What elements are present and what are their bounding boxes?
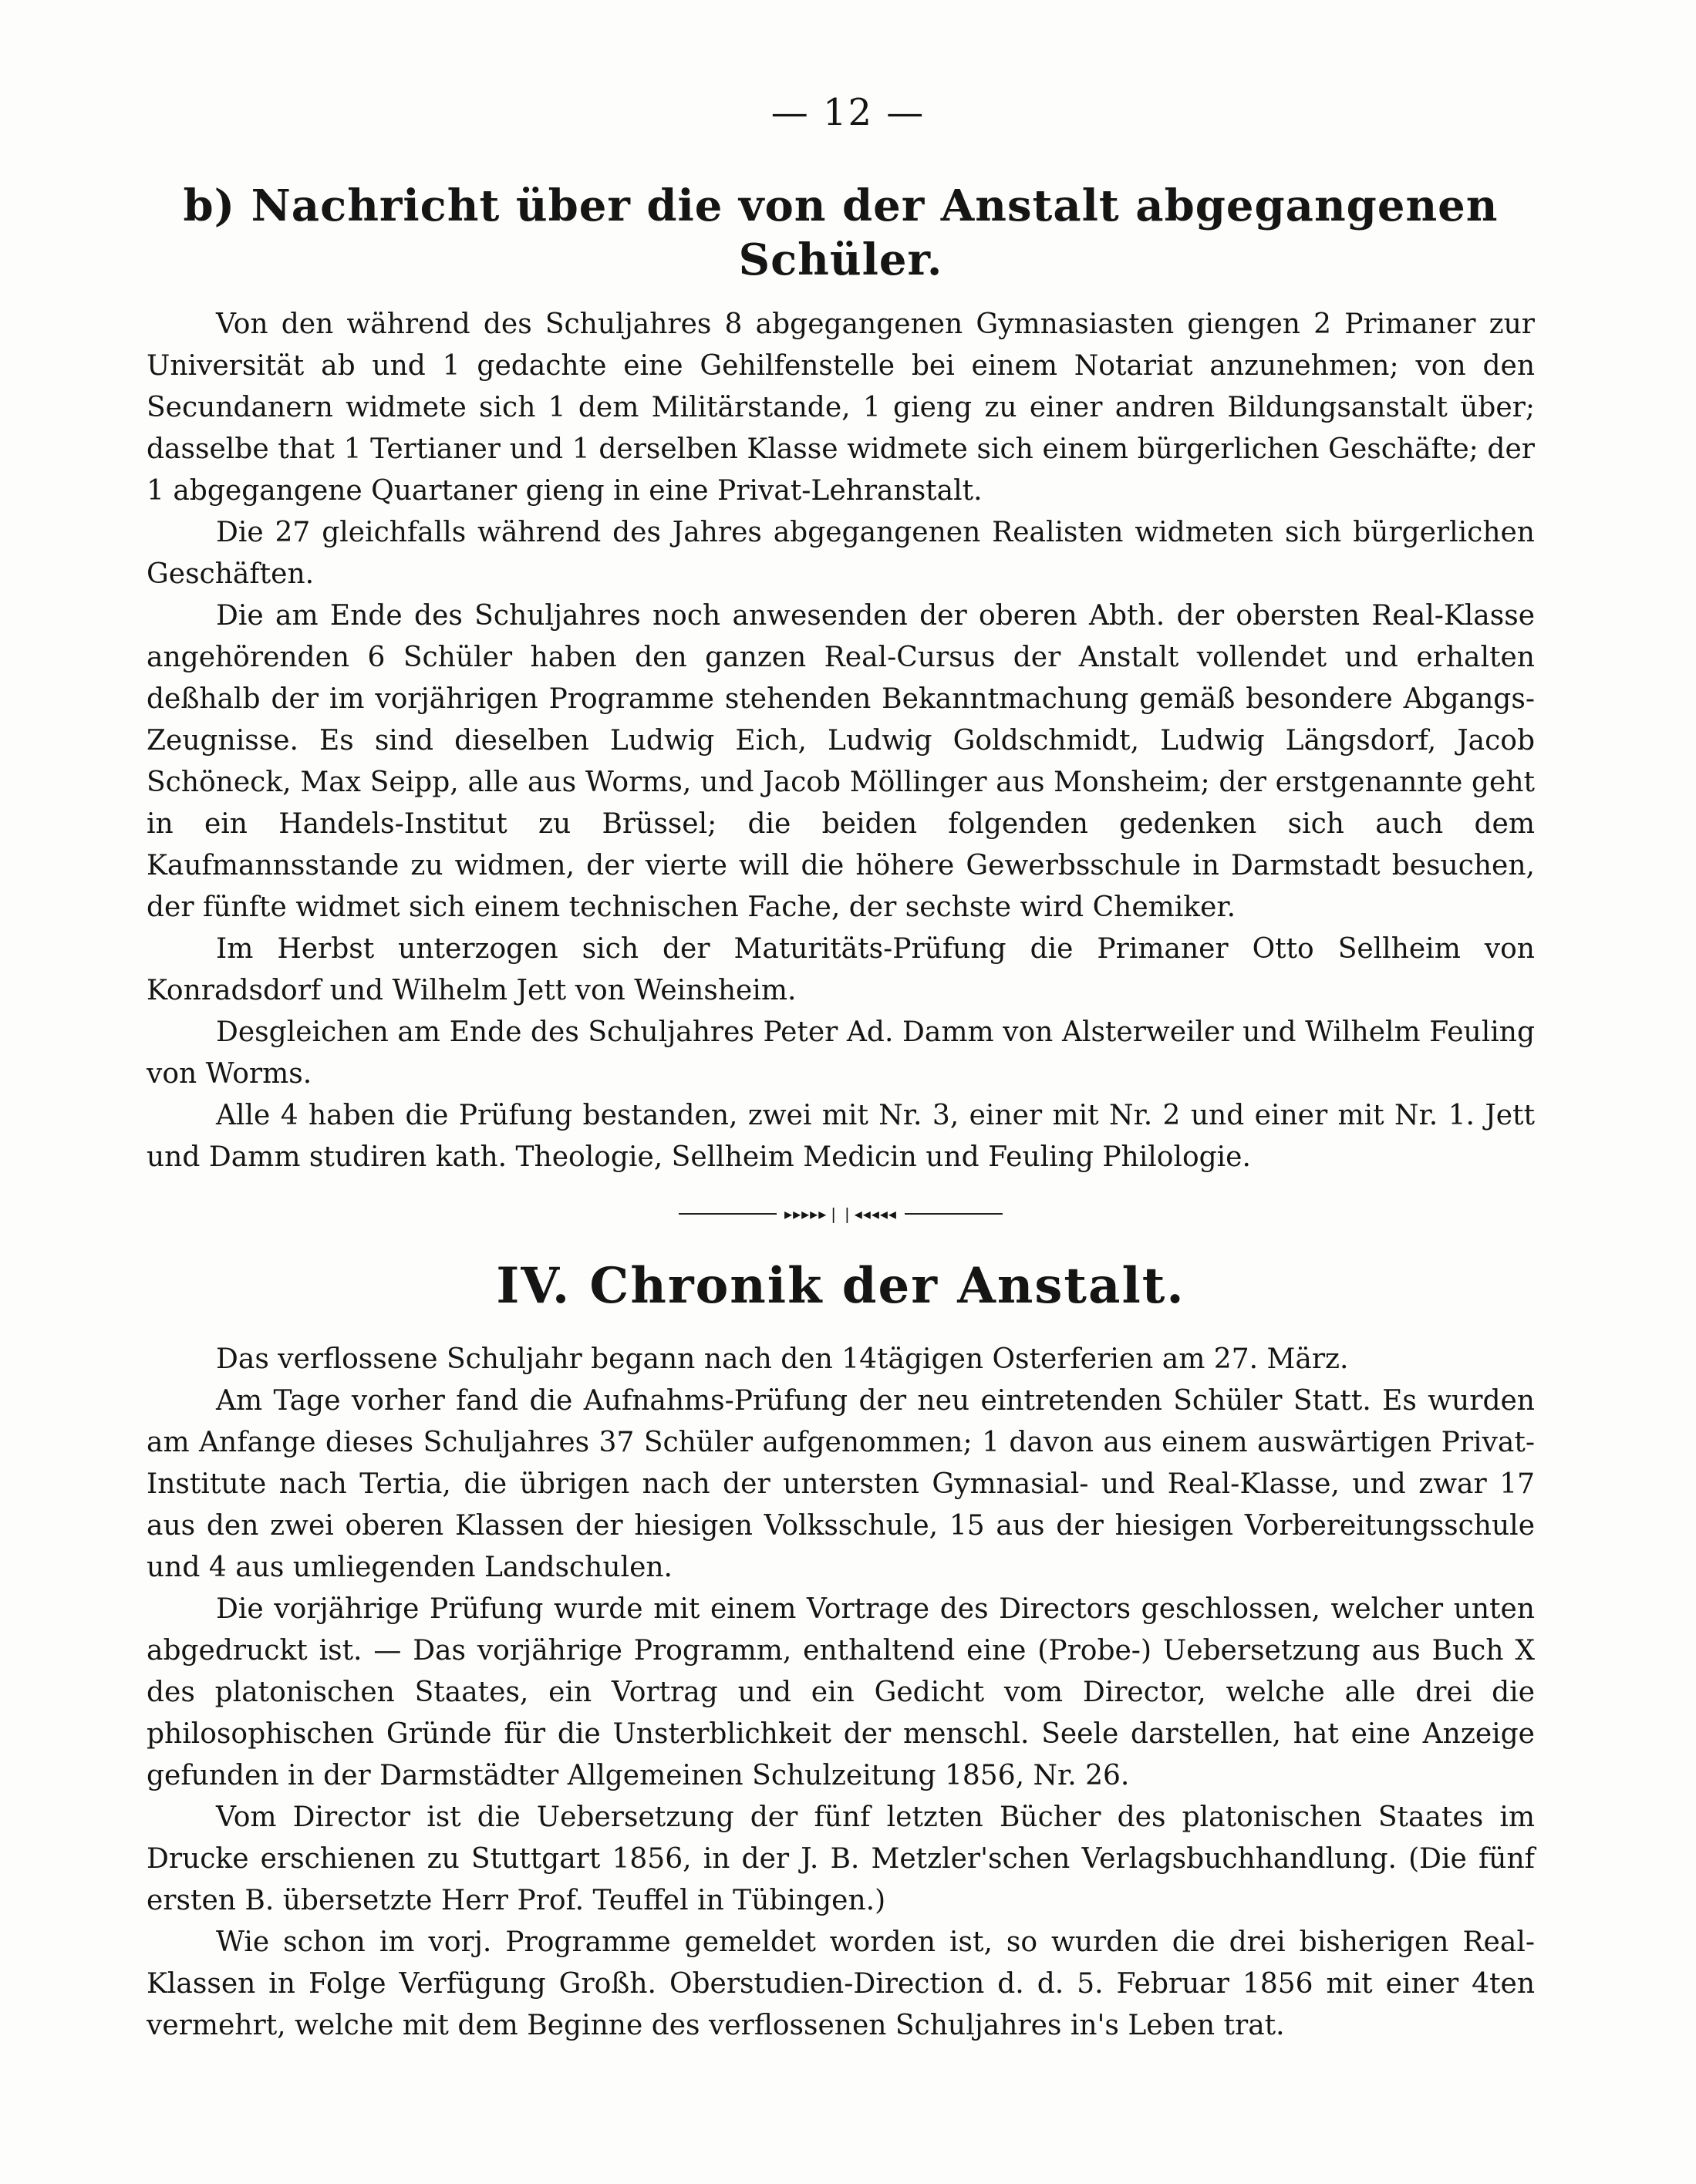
- paragraph: Die 27 gleichfalls während des Jahres abgegangenen Realisten widmeten sich bürgerlichen Geschäften.: [147, 517, 1535, 590]
- paragraph: Von den während des Schuljahres 8 abgegangenen Gymnasiasten giengen 2 Primaner zur Universität ab und 1 gedachte eine Gehilfenstelle bei einem Notariat anzunehmen; von den Secundanern widmete sich 1 dem Militärstande, 1 gieng zu einer andren Bildungsanstalt über; dasselbe that 1 Tertianer und 1 derselben Klasse widmete sich einem bürgerlichen Geschäfte; der 1 abgegangene Quartaner gieng in eine Privat-Lehranstalt.: [147, 308, 1535, 507]
- paragraph: Das verflossene Schuljahr begann nach den 14tägigen Osterferien am 27. März.: [216, 1343, 1349, 1375]
- paragraph: Die vorjährige Prüfung wurde mit einem Vortrage des Directors geschlossen, welcher unten abgedruckt ist. — Das vorjährige Programm, enthaltend eine (Probe-) Uebersetzung aus Buch X des platonischen Staates, ein Vortrag und ein Gedicht vom Director, welche alle drei die philosophischen Gründe für die Unsterblichkeit der menschl. Seele darstellen, hat eine Anzeige gefunden in der Darmstädter Allgemeinen Schulzeitung 1856, Nr. 26.: [147, 1593, 1535, 1791]
- paragraph: Wie schon im vorj. Programme gemeldet worden ist, so wurden die drei bisherigen Real-Klassen in Folge Verfügung Großh. Oberstudien-Direction d. d. 5. Februar 1856 mit einer 4ten vermehrt, welche mit dem Beginne des verflossenen Schuljahres in's Leben trat.: [147, 1926, 1535, 2041]
- paragraph: Desgleichen am Ende des Schuljahres Peter Ad. Damm von Alsterweiler und Wilhelm Feuling von Worms.: [147, 1016, 1535, 1090]
- page-content: [147, 179, 1535, 2047]
- paragraph: Alle 4 haben die Prüfung bestanden, zwei mit Nr. 3, einer mit Nr. 2 und einer mit Nr. 1. Jett und Damm studiren kath. Theologie, Sellheim Medicin und Feuling Philologie.: [147, 1100, 1535, 1173]
- section-heading-departed-students: b) Nachricht über die von der Anstalt abgegangenen Schüler.: [183, 180, 1499, 285]
- section-divider-ornament: [679, 1206, 1003, 1222]
- section-heading-chronicle: IV. Chronik der Anstalt.: [496, 1257, 1185, 1315]
- paragraph: Im Herbst unterzogen sich der Maturitäts-Prüfung die Primaner Otto Sellheim von Konradsdorf und Wilhelm Jett von Weinsheim.: [147, 933, 1535, 1006]
- paragraph: Vom Director ist die Uebersetzung der fünf letzten Bücher des platonischen Staates im Drucke erschienen zu Stuttgart 1856, in der J. B. Metzler'schen Verlagsbuchhandlung. (Die fünf ersten B. übersetzte Herr Prof. Teuffel in Tübingen.): [147, 1801, 1535, 1916]
- paragraph: Am Tage vorher fand die Aufnahms-Prüfung der neu eintretenden Schüler Statt. Es wurden am Anfange dieses Schuljahres 37 Schüler aufgenommen; 1 davon aus einem auswärtigen Privat-Institute nach Tertia, die übrigen nach der untersten Gymnasial- und Real-Klasse, und zwar 17 aus den zwei oberen Klassen der hiesigen Volksschule, 15 aus der hiesigen Vorbereitungsschule und 4 aus umliegenden Landschulen.: [147, 1385, 1535, 1583]
- page-number: — 12 —: [770, 91, 926, 134]
- divider-ornament-icon: ▸▸▸▸▸❘❘◂◂◂◂◂: [777, 1206, 905, 1222]
- paragraph: Die am Ende des Schuljahres noch anwesenden der oberen Abth. der obersten Real-Klasse angehörenden 6 Schüler haben den ganzen Real-Cursus der Anstalt vollendet und erhalten deßhalb der im vorjährigen Programme stehenden Bekanntmachung gemäß besondere Abgangs-Zeugnisse. Es sind dieselben Ludwig Eich, Ludwig Goldschmidt, Ludwig Längsdorf, Jacob Schöneck, Max Seipp, alle aus Worms, und Jacob Möllinger aus Monsheim; der erstgenannte geht in ein Handels-Institut zu Brüssel; die beiden folgenden gedenken sich auch dem Kaufmannsstande zu widmen, der vierte will die höhere Gewerbsschule in Darmstadt besuchen, der fünfte widmet sich einem technischen Fache, der sechste wird Chemiker.: [147, 600, 1535, 923]
